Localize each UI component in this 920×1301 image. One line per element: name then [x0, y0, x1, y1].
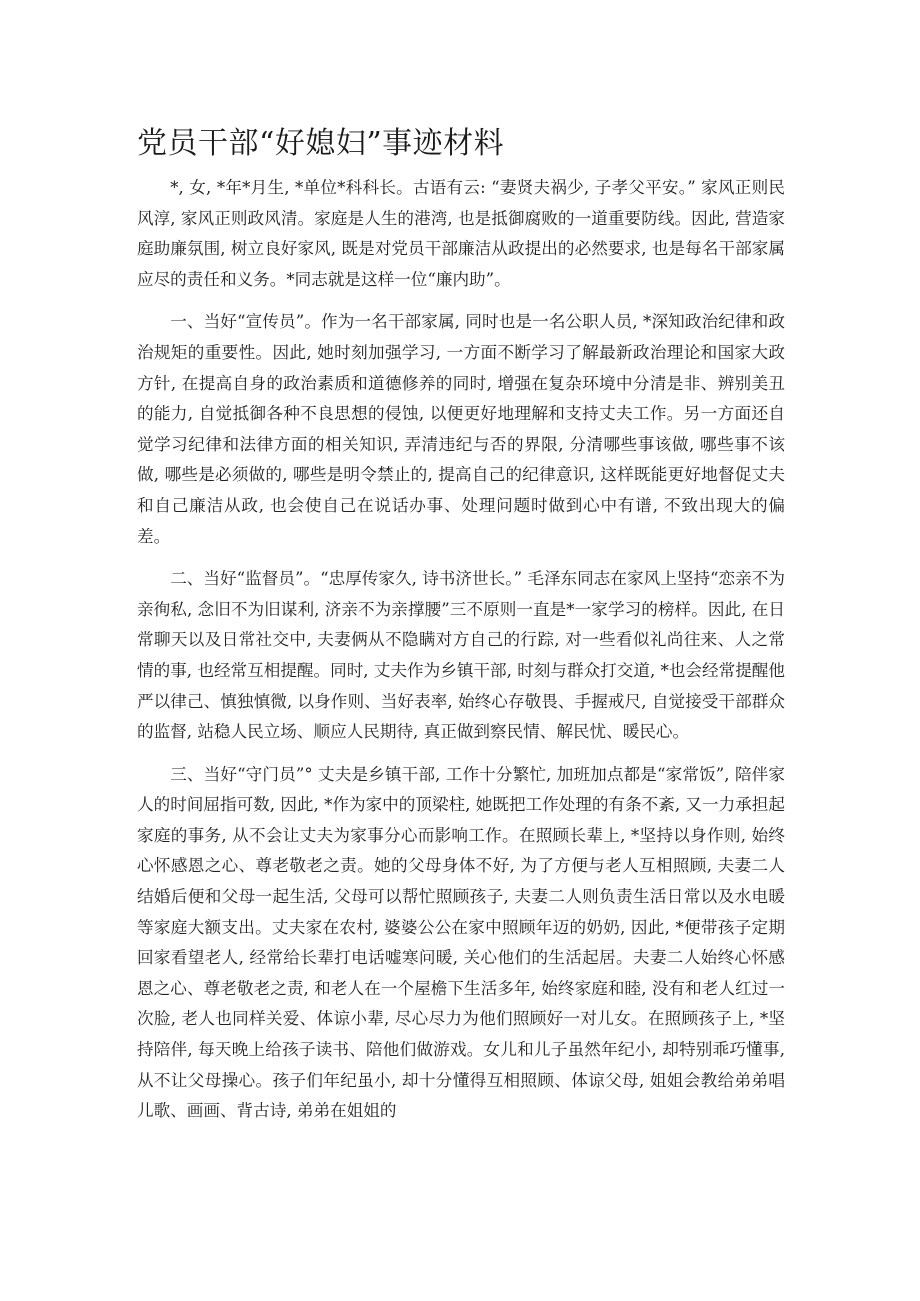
paragraph-supervisor: 二、当好“监督员”。“忠厚传家久, 诗书济世长。” 毛泽东同志在家风上坚持“恋亲不为亲徇私, 念旧不为旧谋利, 济亲不为亲撑腰”三不原则一直是*一家学习的榜样。因此, 在日常聊天以及日常社交中, 夫妻俩从不隐瞒对方自己的行踪, 对一些看似礼尚往来、人之常情的事, 也经常互相提醒。同时, 丈夫作为乡镇干部, 时刻与群众打交道, *也会经常提醒他严以律己、慎独慎微, 以身作则、当好表率, 始终心存敬畏、手握戒尺, 自觉接受干部群众的监督, 站稳人民立场、顺应人民期待, 真正做到察民情、解民忧、暖民心。	[137, 569, 785, 742]
paragraph-intro: *, 女, *年*月生, *单位*科科长。古语有云: “妻贤夫祸少, 子孝父平安。” 家风正则民风淳, 家风正则政风清。家庭是人生的港湾, 也是抵御腐败的一道重要防线。因此, 营造家庭助廉氛围, 树立良好家风, 既是对党员干部廉洁从政提出的必然要求, 也是每名干部家属应尽的责任和义务。*同志就是这样一位“廉内助”。	[137, 178, 785, 289]
document-body	[137, 173, 785, 1139]
paragraph-publicist: 一、当好“宣传员”。作为一名干部家属, 同时也是一名公职人员, *深知政治纪律和政治规矩的重要性。因此, 她时刻加强学习, 一方面不断学习了解最新政治理论和国家大政方针, 在提高自身的政治素质和道德修养的同时, 增强在复杂环境中分清是非、辨别美丑的能力, 自觉抵御各种不良思想的侵蚀, 以便更好地理解和支持丈夫工作。另一方面还自觉学习纪律和法律方面的相关知识, 弄清违纪与否的界限, 分清哪些事该做, 哪些事不该做, 哪些是必须做的, 哪些是明令禁止的, 提高自己的纪律意识, 这样既能更好地督促丈夫和自己廉洁从政, 也会使自己在说话办事、处理问题时做到心中有谱, 不致出现大的偏差。	[137, 312, 785, 546]
paragraph-gatekeeper: 三、当好“守门员”° 丈夫是乡镇干部, 工作十分繁忙, 加班加点都是“家常饭”, 陪伴家人的时间屈指可数, 因此, *作为家中的顶梁柱, 她既把工作处理的有条不紊, 又一力承担起家庭的事务, 从不会让丈夫为家事分心而影响工作。在照顾长辈上, *坚持以身作则, 始终心怀感恩之心、尊老敬老之责。她的父母身体不好, 为了方便与老人互相照顾, 夫妻二人结婚后便和父母一起生活, 父母可以帮忙照顾孩子, 夫妻二人则负责生活日常以及水电暖等家庭大额支出。丈夫家在农村, 婆婆公公在家中照顾年迈的奶奶, 因此, *便带孩子定期回家看望老人, 经常给长辈打电话嘘寒问暖, 关心他们的生活起居。夫妻二人始终心怀感恩之心、尊老敬老之责, 和老人在一个屋檐下生活多年, 始终家庭和睦, 没有和老人红过一次脸, 老人也同样关爱、体谅小辈, 尽心尽力为他们照顾好一对儿女。在照顾孩子上, *坚持陪伴, 每天晚上给孩子读书、陪他们做游戏。女儿和儿子虽然年纪小, 却特别乖巧懂事, 从不让父母操心。孩子们年纪虽小, 却十分懂得互相照顾、体谅父母, 姐姐会教给弟弟唱儿歌、画画、背古诗, 弟弟在姐姐的	[137, 764, 785, 1121]
page-title: 党员干部“好媳妇”事迹材料	[137, 126, 505, 161]
